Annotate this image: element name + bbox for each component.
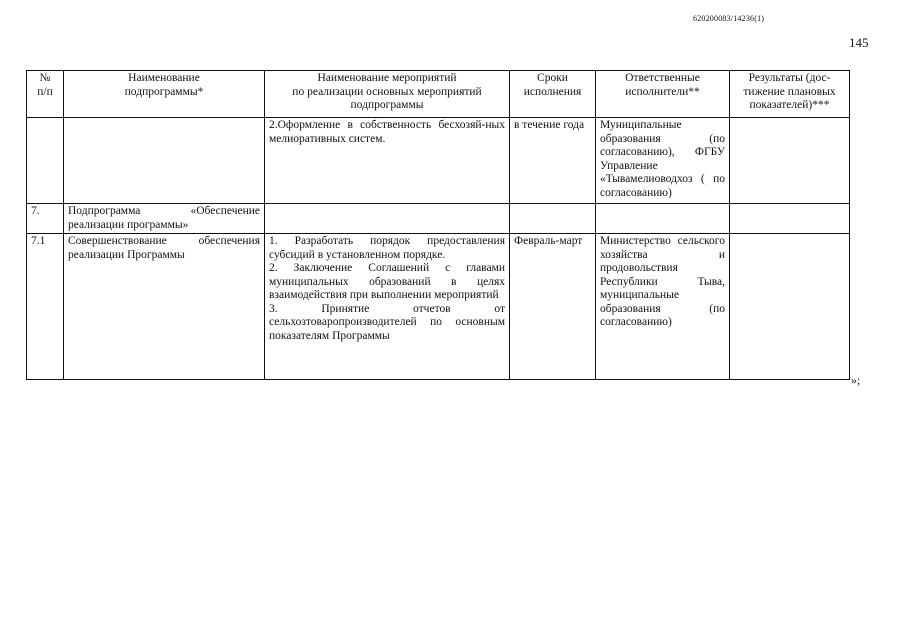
program-measures-table bbox=[26, 70, 850, 380]
closing-quote-mark: »; bbox=[851, 373, 861, 387]
table-row bbox=[27, 234, 850, 380]
term-cell: Февраль-март bbox=[510, 234, 596, 380]
term-cell: в течение года bbox=[510, 118, 596, 204]
column-header-term: Сроки исполнения bbox=[510, 71, 596, 118]
subprogram-cell: Совершенствование обеспечения реализации Программы bbox=[64, 234, 265, 380]
executors-cell: Муниципальные образования (по согласованию), ФГБУ Управление «Тывамелиоводхоз ( по согласованию) bbox=[596, 118, 730, 204]
column-header-subprogram: Наименование подпрограммы* bbox=[64, 71, 265, 118]
row-number-cell bbox=[27, 118, 64, 204]
row-number-cell: 7. bbox=[27, 204, 64, 234]
table-row bbox=[27, 118, 850, 204]
subprogram-cell: Подпрограмма «Обеспечение реализации программы» bbox=[64, 204, 265, 234]
executors-cell bbox=[596, 204, 730, 234]
table-header-row bbox=[27, 71, 850, 118]
measures-cell bbox=[265, 204, 510, 234]
table-row bbox=[27, 204, 850, 234]
subprogram-cell bbox=[64, 118, 265, 204]
results-cell bbox=[730, 204, 850, 234]
term-cell bbox=[510, 204, 596, 234]
measure-item: 2.Оформление в собственность бесхозяй-ных мелиоративных систем. bbox=[269, 119, 505, 145]
document-code: 620200083/14236(1) bbox=[693, 14, 765, 23]
results-cell bbox=[730, 118, 850, 204]
measures-cell bbox=[265, 118, 510, 204]
column-header-number: № п/п bbox=[27, 71, 64, 118]
measure-item: 3. Принятие отчетов от сельхозтоваропроизводителей по основным показателям Программы bbox=[269, 302, 505, 342]
measures-cell bbox=[265, 234, 510, 380]
column-header-measures: Наименование мероприятий по реализации основных мероприятий подпрограммы bbox=[265, 71, 510, 118]
page-number: 145 bbox=[849, 35, 869, 50]
column-header-executors: Ответственные исполнители** bbox=[596, 71, 730, 118]
column-header-results: Результаты (дос- тижение плановых показателей)*** bbox=[730, 71, 850, 118]
measure-item: 1. Разработать порядок предоставления субсидий в установленном порядке. bbox=[269, 235, 505, 261]
measure-item: 2. Заключение Соглашений с главами муниципальных образований в целях взаимодействия при выполнении мероприятий bbox=[269, 262, 505, 301]
row-number-cell: 7.1 bbox=[27, 234, 64, 380]
results-cell bbox=[730, 234, 850, 380]
executors-cell: Министерство сельского хозяйства и продовольствия Республики Тыва, муниципальные образования (по согласованию) bbox=[596, 234, 730, 380]
